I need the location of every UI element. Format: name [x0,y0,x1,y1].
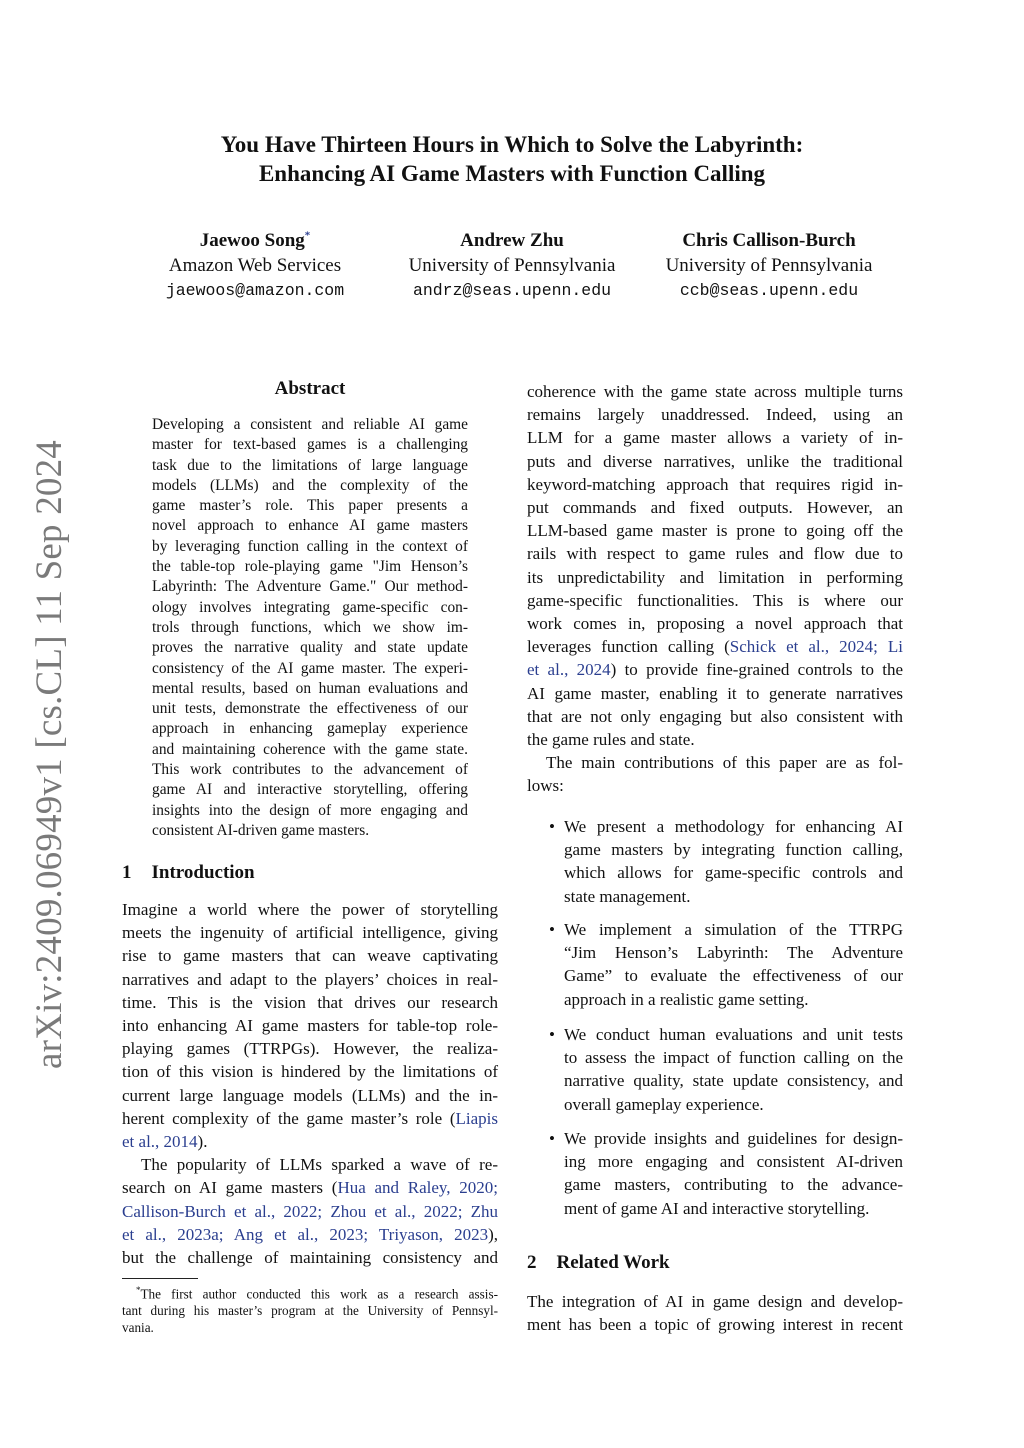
body-line: meets the ingenuity of artificial intelligence, giving [122,923,498,943]
body-line: tion of this vision is hindered by the limitations of [122,1062,498,1082]
bullet-line: “Jim Henson’s Labyrinth: The Adventure [564,943,903,963]
bullet-line: We implement a simulation of the TTRPG [564,920,903,939]
body-line [122,1176,498,1199]
title-line-2: Enhancing AI Game Masters with Function Calling [258,161,766,186]
abstract-heading: Abstract [274,378,346,399]
body-line: work comes in, proposing a novel approach that [527,614,903,634]
bullet-line: ment of game AI and interactive storytelling. [564,1198,870,1218]
author-name: Andrew Zhu [460,230,564,251]
body-text: herent complexity of the game master’s role ( [122,1108,456,1128]
body-line: rails with respect to game rules and flow due to [527,544,903,564]
citation-link[interactable]: Callison-Burch et al., 2022; [122,1201,323,1221]
author-affiliation: University of Pennsylvania [665,255,873,276]
author-name: Jaewoo Song [199,230,305,251]
footnote-line [122,1282,498,1302]
related-work-body [527,1290,903,1336]
abstract-line: novel approach to enhance AI game masters [152,517,468,535]
body-text: ) to provide fine-grained controls to the [610,660,903,680]
body-line [122,1107,498,1130]
citation-link[interactable]: Liapis [455,1108,498,1128]
body-line: narratives and adapt to the players’ choices in real- [122,969,498,989]
footnote-text: The first author conducted this work as a research assis- [140,1286,498,1302]
body-line [122,1130,498,1153]
body-text: ). [197,1132,208,1152]
bullet-mark: • [549,1025,555,1044]
body-line: that are not only engaging but also consistent with [527,706,903,726]
body-line: ment has been a topic of growing interest in recent [527,1315,903,1335]
bullet-line: narrative quality, state update consistency, and [564,1071,903,1091]
abstract-line: mental results, based on human evaluations and [152,679,468,697]
author-email[interactable]: jaewoos@amazon.com [165,281,345,300]
author-block-2 [392,228,632,303]
abstract-line: Developing a consistent and reliable AI game [152,416,468,433]
abstract-line: game master’s role. This paper presents a [152,497,468,515]
contribution-bullet [549,815,903,908]
body-line [122,1223,498,1246]
footnote-mark: * [136,1285,141,1295]
abstract-line: trols through functions, which we show im- [152,618,468,636]
section-number: 2 [527,1252,537,1273]
bullet-line: ing more engaging and consistent AI-driven [564,1152,903,1172]
body-line: The popularity of LLMs sparked a wave of re- [141,1155,498,1175]
body-line: the game rules and state. [527,730,695,750]
author-name: Chris Callison-Burch [682,230,856,251]
abstract-line: This work contributes to the advancement of [152,761,468,779]
abstract-line: and maintaining coherence with the game state. [152,740,468,758]
body-line: game-specific functionalities. This is where our [527,590,903,610]
body-text: leverages function calling ( [527,637,730,657]
abstract-line: unit tests, demonstrate the effectiveness of our [152,700,468,718]
citation-link[interactable]: Zhou et al., 2022; [330,1201,463,1221]
section-number: 1 [122,862,132,883]
author-affiliation: University of Pennsylvania [408,255,616,276]
footnote-line: tant during his master’s program at the University of Pennsyl- [122,1303,498,1319]
bullet-line: which allows for game-specific controls and [564,863,903,883]
body-line: puts and diverse narratives, unlike the traditional [527,451,903,471]
author-block-1 [132,228,378,303]
author-email[interactable]: ccb@seas.upenn.edu [679,281,859,300]
body-line: remains largely unaddressed. Indeed, using an [527,405,903,425]
title-line-1: You Have Thirteen Hours in Which to Solve the Labyrinth: [220,132,804,157]
footnote [122,1282,498,1336]
body-line: put commands and fixed outputs. However, an [527,498,903,518]
contribution-bullet [549,918,903,1011]
body-line: rise to game masters that can weave captivating [122,946,498,966]
body-line: keyword-matching approach that requires rigid in- [527,474,903,494]
bullet-line: game masters, contributing to the advance- [564,1175,903,1195]
bullet-line: We conduct human evaluations and unit tests [564,1025,903,1044]
bullet-line: state management. [564,886,691,906]
abstract-line: game AI and interactive storytelling, offering [152,781,468,799]
abstract-line: proves the narrative quality and state update [152,639,468,657]
body-line [527,635,903,658]
abstract-line: approach in enhancing gameplay experience [152,720,468,738]
body-line: playing games (TTRPGs). However, the realiza- [122,1039,498,1059]
citation-link[interactable]: Ang et al., 2023; [233,1224,369,1244]
body-text: search on AI game masters ( [122,1178,338,1198]
author-affiliation: Amazon Web Services [168,255,342,276]
bullet-line: approach in a realistic game setting. [564,989,809,1009]
body-line: LLM for a game master allows a variety of in- [527,428,903,448]
bullet-mark: • [549,1129,555,1148]
abstract-line: consistency of the AI game master. The experi- [152,659,468,677]
bullet-line: We provide insights and guidelines for design- [564,1129,903,1148]
abstract-line: Labyrinth: The Adventure Game." Our method- [152,578,468,596]
body-text: ), [488,1224,498,1244]
bullet-line: Game” to evaluate the effectiveness of our [564,966,903,986]
citation-link[interactable]: Triyason, 2023 [378,1224,489,1244]
arxiv-sidebar-stamp [8,439,90,1069]
body-line: LLM-based game master is prone to going off the [527,521,903,541]
body-line: The main contributions of this paper are as fol- [546,753,903,773]
bullet-line: We present a methodology for enhancing AI [564,817,903,836]
body-line: its unpredictability and limitation in performing [527,567,903,587]
body-line: current large language models (LLMs) and the in- [122,1085,498,1105]
citation-link[interactable]: Zhu [470,1201,499,1221]
abstract-line: task due to the limitations of large language [152,456,468,474]
body-line [122,1200,498,1223]
body-line: time. This is the vision that drives our research [122,992,498,1012]
body-line: lows: [527,776,564,796]
citation-link[interactable]: Hua and Raley, 2020; [337,1178,498,1198]
paper-title [100,130,924,188]
abstract-line: the table-top role-playing game "Jim Henson’s [152,558,468,576]
body-line [527,658,903,681]
contribution-bullet [549,1023,903,1116]
abstract-line: ology involves integrating game-specific con- [152,598,468,616]
bullet-mark: • [549,920,555,939]
citation-link[interactable]: Li [887,637,903,657]
abstract-line: consistent AI-driven game masters. [152,821,370,839]
body-line: but the challenge of maintaining consistency and [122,1248,498,1268]
right-column-body [527,380,903,798]
citation-link[interactable]: et al., 2024 [527,660,611,680]
body-line: The integration of AI in game design and develop- [527,1292,903,1311]
author-block-3 [648,228,890,303]
abstract-line: master for text-based games is a challenging [152,436,468,454]
section-title: Introduction [151,862,255,883]
abstract-body [152,415,468,841]
bullet-line: overall gameplay experience. [564,1094,764,1114]
bullet-line: to assess the impact of function calling on the [564,1048,903,1068]
abstract-line: insights into the design of more engaging and [152,801,468,819]
abstract-line: by leveraging function calling in the context of [152,537,468,555]
footnote-divider [122,1278,198,1279]
arxiv-id: arXiv:2409.06949v1 [cs.CL] 11 Sep 2024 [28,439,70,1069]
section-heading-introduction [122,862,255,884]
citation-link[interactable]: et al., 2014 [122,1132,198,1152]
author-footnote-mark[interactable]: * [304,229,311,242]
footnote-line: vania. [122,1320,154,1336]
abstract-line: models (LLMs) and the complexity of the [152,476,468,494]
citation-link[interactable]: et al., 2023a; [122,1224,224,1244]
contribution-bullet [549,1127,903,1220]
body-line: AI game master, enabling it to generate narratives [527,683,903,703]
introduction-body [122,898,498,1269]
citation-link[interactable]: Schick et al., 2024; [729,637,878,657]
body-line: Imagine a world where the power of storytelling [122,900,498,919]
body-line: into enhancing AI game masters for table-top role- [122,1016,498,1036]
section-heading-related-work [527,1252,670,1274]
bullet-line: game masters by integrating function calling, [564,840,903,860]
author-email[interactable]: andrz@seas.upenn.edu [412,281,612,300]
body-line: coherence with the game state across multiple turns [527,382,903,401]
bullet-mark: • [549,817,555,836]
section-title: Related Work [556,1252,670,1273]
